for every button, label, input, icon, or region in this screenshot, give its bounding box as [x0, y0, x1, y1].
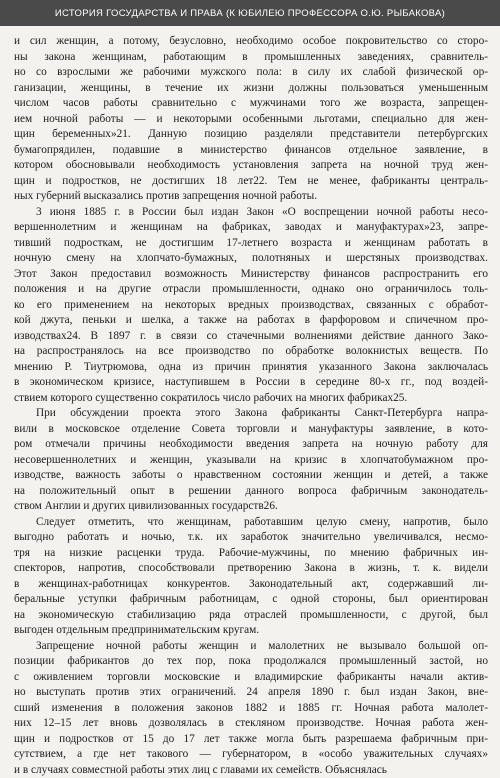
- text-line: изводстве, важность заботы о нравственном состоянии женщин и детей, а также: [14, 468, 488, 484]
- text-line: и сил женщин, а потому, безусловно, необходимо особое покровительство со сторо-: [14, 34, 488, 50]
- text-line: на экономическую стабилизацию ряда отраслей промышленности, с другой, был: [14, 608, 488, 624]
- text-line: с оживлением торговли московские и владимирские фабриканты начали актив-: [14, 670, 488, 686]
- text-line: вили в московское отделение Совета торговли и мануфактуры заявление, в кото-: [14, 422, 488, 438]
- paragraph: [14, 34, 488, 205]
- text-line: несовершеннолетних и женщин, указывали на кризис в хлопчатобумажном про-: [14, 453, 488, 469]
- text-line: сший изменения в положения законов 1882 и 1885 гг. Ночная работа малолет-: [14, 701, 488, 717]
- text-line: и в случаях совместной работы этих лиц с главами их семейств. Объяснялась: [14, 763, 488, 778]
- text-line: ганизации, женщины, в течение их жизни должны пользоваться уменьшенным: [14, 81, 488, 97]
- text-line: щин беременных»21. Данную позицию разделяли представители петербургских: [14, 127, 488, 143]
- text-line: ны закона женщинам, работающим в промышленных заведениях, сравнитель-: [14, 50, 488, 66]
- text-line: ко его применением на некоторых вредных производствах, связанных с обработ-: [14, 298, 488, 314]
- text-line: 3 июня 1885 г. в России был издан Закон «О воспрещении ночной работы несо-: [14, 205, 488, 221]
- text-line: При обсуждении проекта этого Закона фабриканты Санкт-Петербурга напра-: [14, 406, 488, 422]
- text-line: позиции фабрикантов до тех пор, пока продолжался промышленный застой, но: [14, 654, 488, 670]
- text-line: ием ночной работы — и некоторыми особенными льготами, специально для жен-: [14, 112, 488, 128]
- text-line: мнению Р. Тиутрюмова, одна из причин принятия указанного Закона заключалась: [14, 360, 488, 376]
- paragraph: [14, 205, 488, 407]
- text-line: на распространялось на все производство по обработке волокнистых веществ. По: [14, 344, 488, 360]
- text-line: выгоден отдельным предпринимательским кругам.: [14, 623, 488, 639]
- page-body: [14, 34, 488, 778]
- text-line: кой джута, пеньки и шелка, а также на работах в фарфоровом и спичечном про-: [14, 313, 488, 329]
- paragraph: [14, 515, 488, 639]
- text-line: ствием которого существенно сократилось число рабочих на многих фабриках25.: [14, 391, 488, 407]
- text-line: выгодно работать и ночью, т.к. их заработок значительно увеличивался, несмо-: [14, 530, 488, 546]
- text-line: ством Англии и других цивилизованных государств26.: [14, 499, 488, 515]
- text-line: них 12–15 лет вновь дозволялась в стекляном производстве. Ночная работа жен-: [14, 716, 488, 732]
- text-line: на положительный опыт в решении данного вопроса фабричным законодатель-: [14, 484, 488, 500]
- text-line: ных губерний высказались против запрещения ночной работы.: [14, 189, 488, 205]
- text-line: тря на низкие расценки труда. Рабочие-мужчины, по мнению фабричных ин-: [14, 546, 488, 562]
- text-line: сутствием, а где нет такового — губернатором, в «особо уважительных случаях»: [14, 747, 488, 763]
- text-line: ром отмечали причины необходимости введения запрета на ночную работу для: [14, 437, 488, 453]
- text-line: бумагопрядилен, подавшие в министерство финансов отдельное заявление, в: [14, 143, 488, 159]
- running-header: [0, 0, 500, 26]
- text-line: но выступать против этих ограничений. 24 апреля 1890 г. был издан Закон, вне-: [14, 685, 488, 701]
- text-line: в экономическом кризисе, наступившем в России в середине 80-х гг., под воздей-: [14, 375, 488, 391]
- text-line: тивший подросткам, не достигшим 17-летнего возраста и женщинам работать в: [14, 236, 488, 252]
- text-line: в женщинах-работницах конкурентов. Законодательный акт, содержавший ли-: [14, 577, 488, 593]
- text-line: изводствах24. В 1897 г. в связи со стачечными волнениями действие данного Зако-: [14, 329, 488, 345]
- text-line: Этот Закон предоставил возможность Министерству финансов распространить его: [14, 267, 488, 283]
- text-line: числом часов работы сравнительно с мужчинами того же возраста, запрещен-: [14, 96, 488, 112]
- text-line: Следует отметить, что женщинам, работавшим целую смену, напротив, было: [14, 515, 488, 531]
- paragraph: [14, 406, 488, 515]
- paragraph: [14, 639, 488, 778]
- text-line: спекторов, напротив, способствовали претворению Закона в жизнь, т. к. видели: [14, 561, 488, 577]
- text-line: Запрещение ночной работы женщин и малолетних не вызывало большой оп-: [14, 639, 488, 655]
- running-header-title: ИСТОРИЯ ГОСУДАРСТВА И ПРАВА (К ЮБИЛЕЮ ПРОФЕССОРА О.Ю. РЫБАКОВА): [55, 8, 445, 19]
- text-line: котором обосновывали необходимость установления запрета на ночной труд жен-: [14, 158, 488, 174]
- text-line: вершеннолетним и женщинам на фабриках, заводах и мануфактурах»23, запре-: [14, 220, 488, 236]
- text-line: но со взрослыми же рабочими мужского пола: в силу их слабой физической ор-: [14, 65, 488, 81]
- text-line: щин и подростков, не достигших 18 лет22. Тем не менее, фабриканты централь-: [14, 174, 488, 190]
- text-line: ночную смену на хлопчато-бумажных, полотняных и шерстяных производствах.: [14, 251, 488, 267]
- text-line: положения и на другие отрасли промышленности, однако оно ограничилось толь-: [14, 282, 488, 298]
- text-line: беральные уступки фабричным работницам, с одной стороны, был ориентирован: [14, 592, 488, 608]
- text-line: щин и подростков от 15 до 17 лет также могла быть разрешаема фабричным при-: [14, 732, 488, 748]
